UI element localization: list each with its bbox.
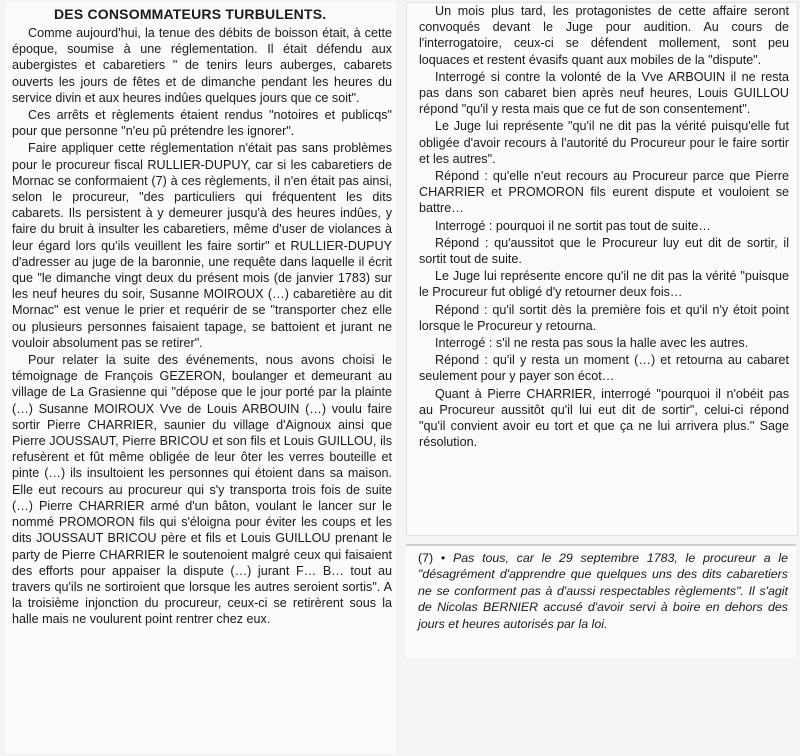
footnote-box [406,544,796,658]
paragraph: Comme aujourd'hui, la tenue des débits de boisson était, à cette époque, soumise à une réglementation. Il était défendu aux aubergistes et cabaretiers " de tenirs leurs auberges, cabarets ouverts les jours de fêtes et de dimanche pendant les heures du service divin et aux heures indûes quelques jours que ce soit". [12,26,392,105]
paragraph: Répond : qu'aussitot que le Procureur luy eut dit de sortir, il sortit tout de suite. [419,235,789,267]
paragraph: Un mois plus tard, les protagonistes de cette affaire seront convoqués devant le Juge pour audition. Au cours de l'interrogatoire, ceux-ci se défendent mollement, sont peu loquaces et restent évasifs quant aux mobiles de la "dispute". [419,4,789,67]
left-column [6,2,396,754]
footnote-text: Pas tous, car le 29 septembre 1783, le procureur a le "désagrément d'apprendre que quelques uns des dits cabaretiers ne se conforment pas à d'aussi respectables règlements". Il s'agit de Nicolas BERNIER accusé d'avoir servi à boire en dehors des jours et heures autorisés par la loi. [418,551,788,631]
paragraph: Interrogé : s'il ne resta pas sous la halle avec les autres. [435,336,749,351]
article-title: DES CONSOMMATEURS TURBULENTS. [54,6,327,22]
paragraph: Répond : qu'il y resta un moment (…) et retourna au cabaret seulement pour y payer son écot… [419,353,789,384]
paragraph: Le Juge lui représente encore qu'il ne dit pas la vérité "puisque le Procureur fut obligé d'y retourner deux fois… [419,269,789,300]
paragraph: Le Juge lui représente "qu'il ne dit pas la vérité puisqu'elle fut obligée d'avoir recours à l'autorité du Procureur pour le faire sortir et les autres". [419,119,789,166]
paragraph: Répond : qu'il sortit dès la première fois et qu'il n'y étoit point lorsque le Procureur y retourna. [419,302,789,333]
footnote-number: (7) • [418,551,446,565]
paragraph: Interrogé si contre la volonté de la Vve ARBOUIN il ne resta pas dans son cabaret bien après neuf heures, Louis GUILLOU répond "qu'il y resta mais que ce fut de son consentement". [419,69,789,117]
paragraph: Ces arrêts et règlements étaient rendus "notoires et publicqs" pour que personne "n'eu pû prétendre les ignorer". [12,108,392,139]
paragraph: Pour relater la suite des événements, nous avons choisi le témoignage de François GEZERON, boulanger et demeurant au village de La Grasienne qui "dépose que le jour porté par la plainte (…) Susanne MOIROUX Vve de Louis ARBOUIN (…) voulu faire sortir Pierre CHARRIER, saunier du village d'Aignoux ainsi que Pierre JOUSSAUT, Pierre BRICOU et son fils et Louis GUILLOU, ils refusèrent et fût même obligée de leur ôter les verres bouteille et pinte (…) ils insultoient les personnes qui étoient dans sa maison. Elle eut recours au procureur qui s'y transporta trois fois de suite (…) Pierre CHARRIER armé d'un bâton, voulant le lancer sur le nommé PROMORON fils qui s'éloigna pour éviter les coups et les dits JOUSSAUT BRICOU père et fils et Louis GUILLOU prenant le party de Pierre CHARRIER le soutenoient malgré ceux qui faisaient des efforts pour appaiser la dispute (…) jurant F… B… tout au travers qu'ils ne sortiroient que lorsque les autres seroient sortis". A la troisième injonction du procureur, ceux-ci se retirèrent sous la halle mais ne voulurent point rentrer chez eux. [12,353,392,627]
paragraph: Quant à Pierre CHARRIER, interrogé "pourquoi il n'obéit pas au Procureur aussitôt qu'il lui eut dit de sortir", celui-ci répond "qu'il convient avoir eu tort et que ça ne lui arrivera plus." Sage résolution. [419,386,789,450]
paragraph: Interrogé : pourquoi il ne sortit pas tout de suite… [435,218,711,233]
footnote [406,546,796,632]
paragraph: Faire appliquer cette réglementation n'était pas sans problèmes pour le procureur fiscal RULLIER-DUPUY, car si les cabaretiers de Mornac se conformaient (7) à ces règlements, il n'en était pas ainsi, selon le procureur, "des particuliers qui fréquentent les dits cabarets. Ils persistent à y demeurer jusqu'à des heures indûes, y faire du bruit à insulter les cabaretiers, même d'user de violances à leur égard lors qu'ils veuillent les faire sortir" et RULLIER-DUPUY d'adresser au juge de la baronnie, une requête dans laquelle il écrit que "le dimanche vingt deux du présent mois (de janvier 1783) sur les neuf heures du soir, Susanne MOIROUX (…) cabaretière au dit Mornac" est venue le prier et requérir de se "transporter chez elle ou plusieurs personnes faisaient tapage, se battoient et jurant ne vouloir absolument pas se retirer". [12,141,392,350]
right-column [406,2,798,536]
paragraph: Répond : qu'elle n'eut recours au Procureur parce que Pierre CHARRIER et PROMORON fils eurent dispute et vouloient se battre… [419,169,789,216]
